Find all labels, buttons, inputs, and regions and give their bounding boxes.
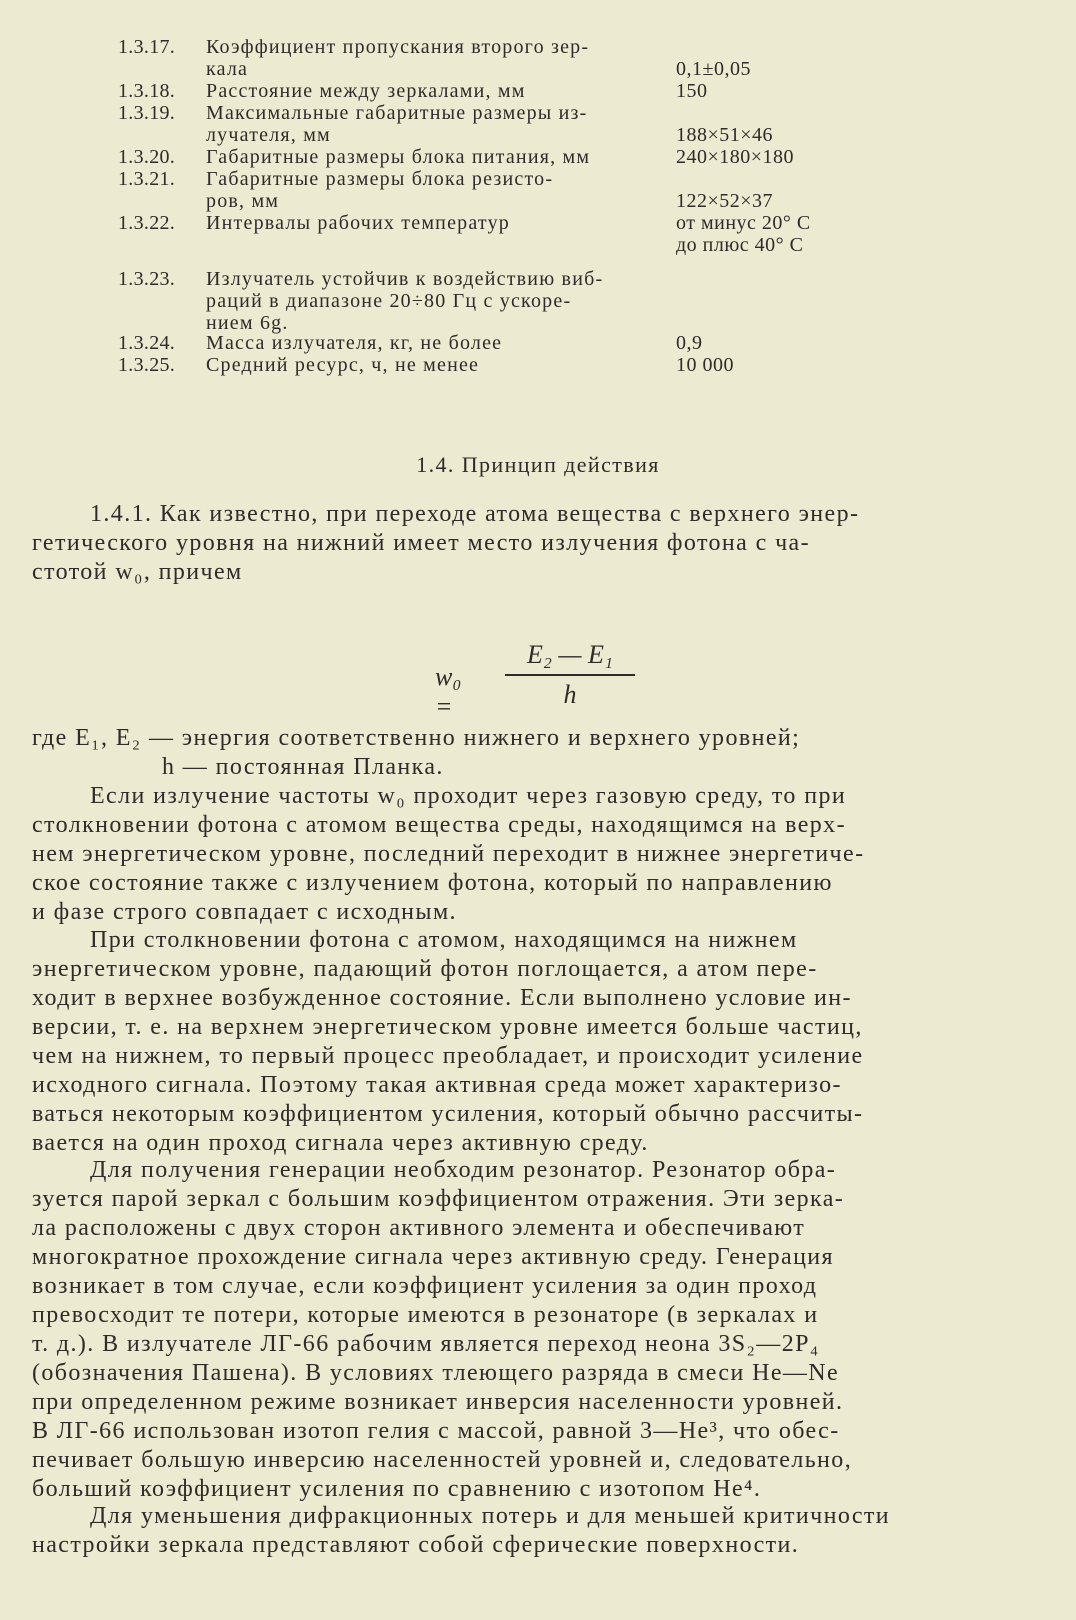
spec-value-line: 188×51×46 xyxy=(676,124,774,146)
text-line: 1.4.1. Как известно, при переходе атома вещества с верхнего энер- xyxy=(90,501,860,527)
spec-description-line: кала xyxy=(206,58,249,80)
text-line: Если излучение частоты w₀ проходит через газовую среду, то при xyxy=(90,783,847,809)
spec-description xyxy=(206,168,676,212)
spec-description xyxy=(206,146,676,168)
spec-value-line: 10 000 xyxy=(676,354,734,376)
spec-number: 1.3.22. xyxy=(118,212,176,234)
spec-value-line: 0,9 xyxy=(676,332,703,354)
spec-value-line: от минус 20° С xyxy=(676,212,811,234)
text-line: настройки зеркала представляют собой сферические поверхности. xyxy=(32,1532,800,1558)
spec-description-line: Коэффициент пропускания второго зер- xyxy=(206,36,590,58)
text-line: энергетическом уровне, падающий фотон поглощается, а атом пере- xyxy=(32,956,818,982)
spec-description-line: Расстояние между зеркалами, мм xyxy=(206,80,526,102)
text-line: (обозначения Пашена). В условиях тлеющего разряда в смеси He—Ne xyxy=(32,1360,840,1386)
text-line: стотой w₀, причем xyxy=(32,559,243,585)
spec-description xyxy=(206,102,676,146)
text-line: превосходит те потери, которые имеются в резонаторе (в зеркалах и xyxy=(32,1302,819,1328)
spec-value xyxy=(676,354,876,376)
spec-table xyxy=(118,36,898,376)
spec-description-line: Габаритные размеры блока резисто- xyxy=(206,168,554,190)
text-line: ла расположены с двух сторон активного элемента и обеспечивают xyxy=(32,1215,806,1241)
text-line: исходного сигнала. Поэтому такая активная среда может характеризо- xyxy=(32,1072,842,1098)
text-line: т. д.). В излучателе ЛГ-66 рабочим является переход неона 3S₂—2P₄ xyxy=(32,1331,820,1357)
spec-description xyxy=(206,332,676,354)
spec-value-line: 0,1±0,05 xyxy=(676,58,751,80)
paragraph-mirrors xyxy=(32,1502,1044,1560)
spec-value-line: 240×180×180 xyxy=(676,146,795,168)
spec-row xyxy=(118,332,898,354)
text-line: чем на нижнем, то первый процесс преобладает, и происходит усиление xyxy=(32,1043,864,1069)
formula-legend xyxy=(32,724,1044,782)
spec-number: 1.3.20. xyxy=(118,146,176,168)
spec-description xyxy=(206,212,676,256)
spec-value-line: 122×52×37 xyxy=(676,190,774,212)
spec-description-line: нием 6g. xyxy=(206,312,289,334)
text-line: Для уменьшения дифракционных потерь и для меньшей критичности xyxy=(90,1503,890,1529)
spec-number: 1.3.25. xyxy=(118,354,176,376)
paragraph-emission xyxy=(32,782,1044,927)
text-line: вается на один проход сигнала через активную среду. xyxy=(32,1130,649,1156)
spec-description-line: Масса излучателя, кг, не более xyxy=(206,332,503,354)
spec-number: 1.3.23. xyxy=(118,268,176,290)
formula-denominator: h xyxy=(563,680,577,709)
spec-value-line: до плюс 40° С xyxy=(676,234,804,256)
text-line: версии, т. е. на верхнем энергетическом уровне имеется больше частиц, xyxy=(32,1014,863,1040)
spec-description-line: лучателя, мм xyxy=(206,124,331,146)
spec-row xyxy=(118,146,898,168)
text-line: печивает большую инверсию населенностей уровней и, следовательно, xyxy=(32,1447,853,1473)
spec-value xyxy=(676,146,876,168)
spec-row xyxy=(118,80,898,102)
spec-number: 1.3.18. xyxy=(118,80,176,102)
spec-description xyxy=(206,354,676,376)
text-line: при определенном режиме возникает инверсия населенности уровней. xyxy=(32,1389,844,1415)
spec-description-line: раций в диапазоне 20÷80 Гц с ускоре- xyxy=(206,290,572,312)
formula-numerator: E₂ — E₁ xyxy=(505,640,635,676)
text-line: h — постоянная Планка. xyxy=(162,754,444,780)
text-line: больший коэффициент усиления по сравнению с изотопом He⁴. xyxy=(32,1476,762,1502)
formula-lhs: w₀ = xyxy=(435,662,462,721)
spec-description xyxy=(206,36,676,80)
text-line: зуется парой зеркал с большим коэффициентом отражения. Эти зерка- xyxy=(32,1186,845,1212)
spec-row xyxy=(118,168,898,212)
spec-number: 1.3.21. xyxy=(118,168,176,190)
spec-row xyxy=(118,212,898,256)
spec-number: 1.3.24. xyxy=(118,332,176,354)
spec-number: 1.3.17. xyxy=(118,36,176,58)
formula-fraction xyxy=(505,640,635,710)
spec-value xyxy=(676,212,876,256)
text-line: нем энергетическом уровне, последний переходит в нижнее энергетиче- xyxy=(32,841,865,867)
spec-description-line: Интервалы рабочих температур xyxy=(206,212,511,234)
spec-value-line: 150 xyxy=(676,80,708,102)
section-title: 1.4. Принцип действия xyxy=(416,452,660,477)
spec-description-line: ров, мм xyxy=(206,190,280,212)
spec-description xyxy=(206,268,676,334)
spec-value xyxy=(676,102,876,146)
text-line: и фазе строго совпадает с исходным. xyxy=(32,899,457,925)
paragraph-resonator xyxy=(32,1156,1044,1504)
spec-row xyxy=(118,354,898,376)
spec-description xyxy=(206,80,676,102)
text-line: столкновении фотона с атомом вещества среды, находящимся на верх- xyxy=(32,812,846,838)
text-line: ское состояние также с излучением фотона, который по направлению xyxy=(32,870,833,896)
spec-description-line: Максимальные габаритные размеры из- xyxy=(206,102,588,124)
text-line: ваться некоторым коэффициентом усиления, который обычно рассчиты- xyxy=(32,1101,864,1127)
spec-description-line: Излучатель устойчив к воздействию виб- xyxy=(206,268,604,290)
text-line: При столкновении фотона с атомом, находящимся на нижнем xyxy=(90,927,798,953)
text-line: гетического уровня на нижний имеет место излучения фотона с ча- xyxy=(32,530,810,556)
paragraph-absorption xyxy=(32,926,1044,1158)
spec-value xyxy=(676,80,876,102)
spec-value xyxy=(676,268,876,334)
text-line: возникает в том случае, если коэффициент усиления за один проход xyxy=(32,1273,818,1299)
spec-value xyxy=(676,332,876,354)
paragraph-intro xyxy=(32,500,1044,587)
spec-row xyxy=(118,102,898,146)
spec-value xyxy=(676,36,876,80)
spec-row xyxy=(118,36,898,80)
text-line: Для получения генерации необходим резонатор. Резонатор обра- xyxy=(90,1157,837,1183)
spec-number: 1.3.19. xyxy=(118,102,176,124)
spec-description-line: Средний ресурс, ч, не менее xyxy=(206,354,480,376)
spec-row xyxy=(118,268,898,334)
text-line: многократное прохождение сигнала через активную среду. Генерация xyxy=(32,1244,834,1270)
text-line: где E₁, E₂ — энергия соответственно нижнего и верхнего уровней; xyxy=(32,725,801,751)
spec-description-line: Габаритные размеры блока питания, мм xyxy=(206,146,591,168)
text-line: В ЛГ-66 использован изотоп гелия с массой, равной 3—He³, что обес- xyxy=(32,1418,840,1444)
text-line: ходит в верхнее возбужденное состояние. Если выполнено условие ин- xyxy=(32,985,852,1011)
spec-value xyxy=(676,168,876,212)
